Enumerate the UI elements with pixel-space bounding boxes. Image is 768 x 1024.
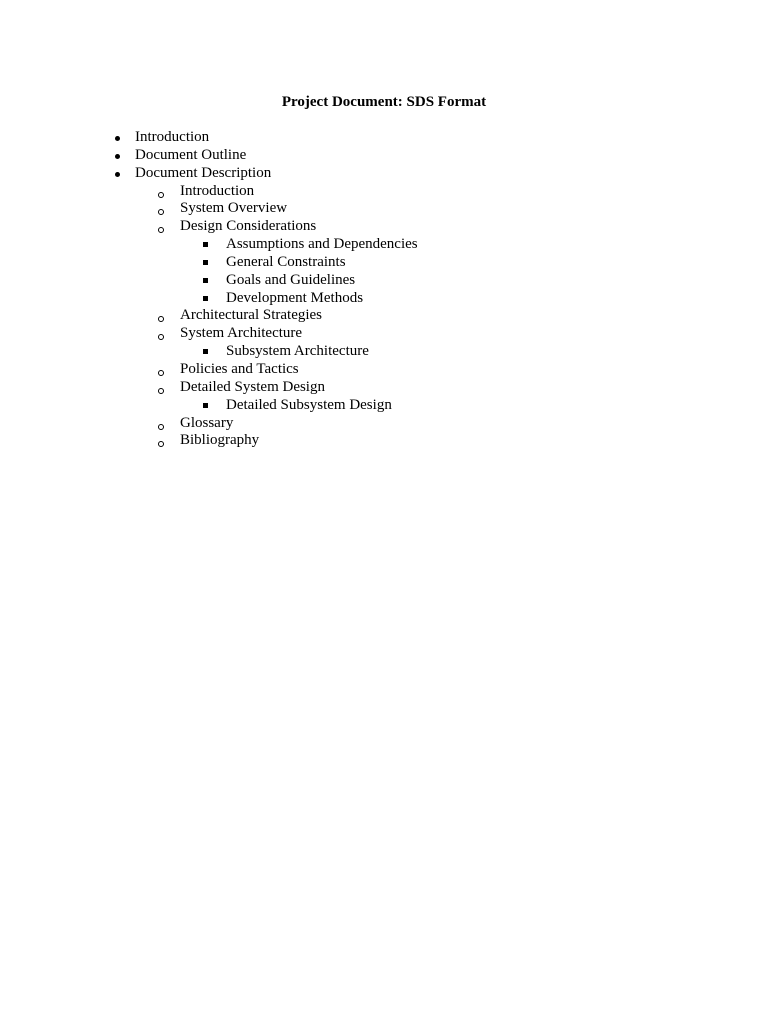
outline-subsubitem-subsystem-architecture (0, 343, 768, 361)
outline-subitem-system-overview (0, 200, 768, 218)
outline-item-label: Introduction (180, 182, 255, 199)
outline-item-label: Introduction (135, 129, 210, 145)
outline-item-label: System Overview (180, 200, 288, 217)
outline-item-label: Assumptions and Dependencies (226, 236, 418, 253)
outline-item-label: Glossary (180, 414, 234, 431)
outline-item-label: Detailed Subsystem Design (226, 396, 392, 413)
outline-item-document-description (0, 165, 768, 183)
outline-item-label: Goals and Guidelines (226, 271, 356, 288)
outline-subitem-architectural-strategies (0, 307, 768, 325)
outline-subitem-glossary (0, 415, 768, 433)
outline-subsubitem-goals (0, 272, 768, 290)
outline-subitem-introduction (0, 183, 768, 201)
outline-item-introduction (0, 129, 768, 147)
outline-item-label: Detailed System Design (180, 378, 325, 395)
outline-subitem-system-architecture (0, 325, 768, 343)
outline-item-label: Subsystem Architecture (226, 343, 369, 360)
outline-item-label: Bibliography (180, 432, 260, 449)
document-outline (0, 129, 768, 450)
outline-item-label: Architectural Strategies (180, 307, 323, 324)
outline-item-label: Design Considerations (180, 218, 317, 235)
outline-subitem-policies-and-tactics (0, 361, 768, 379)
outline-subsubitem-development-methods (0, 290, 768, 308)
outline-subsubitem-detailed-subsystem-design (0, 397, 768, 415)
outline-item-label: General Constraints (226, 253, 346, 270)
outline-item-label: Document Description (135, 164, 272, 181)
outline-item-document-outline (0, 147, 768, 165)
outline-subsubitem-assumptions (0, 236, 768, 254)
outline-item-label: System Architecture (180, 325, 303, 342)
outline-item-label: Document Outline (135, 146, 247, 163)
outline-subitem-bibliography (0, 432, 768, 450)
document-title: Project Document: SDS Format (281, 94, 487, 110)
outline-item-label: Policies and Tactics (180, 360, 299, 377)
outline-subitem-design-considerations (0, 218, 768, 236)
outline-item-label: Development Methods (226, 289, 364, 306)
outline-subsubitem-general-constraints (0, 254, 768, 272)
outline-subitem-detailed-system-design (0, 379, 768, 397)
